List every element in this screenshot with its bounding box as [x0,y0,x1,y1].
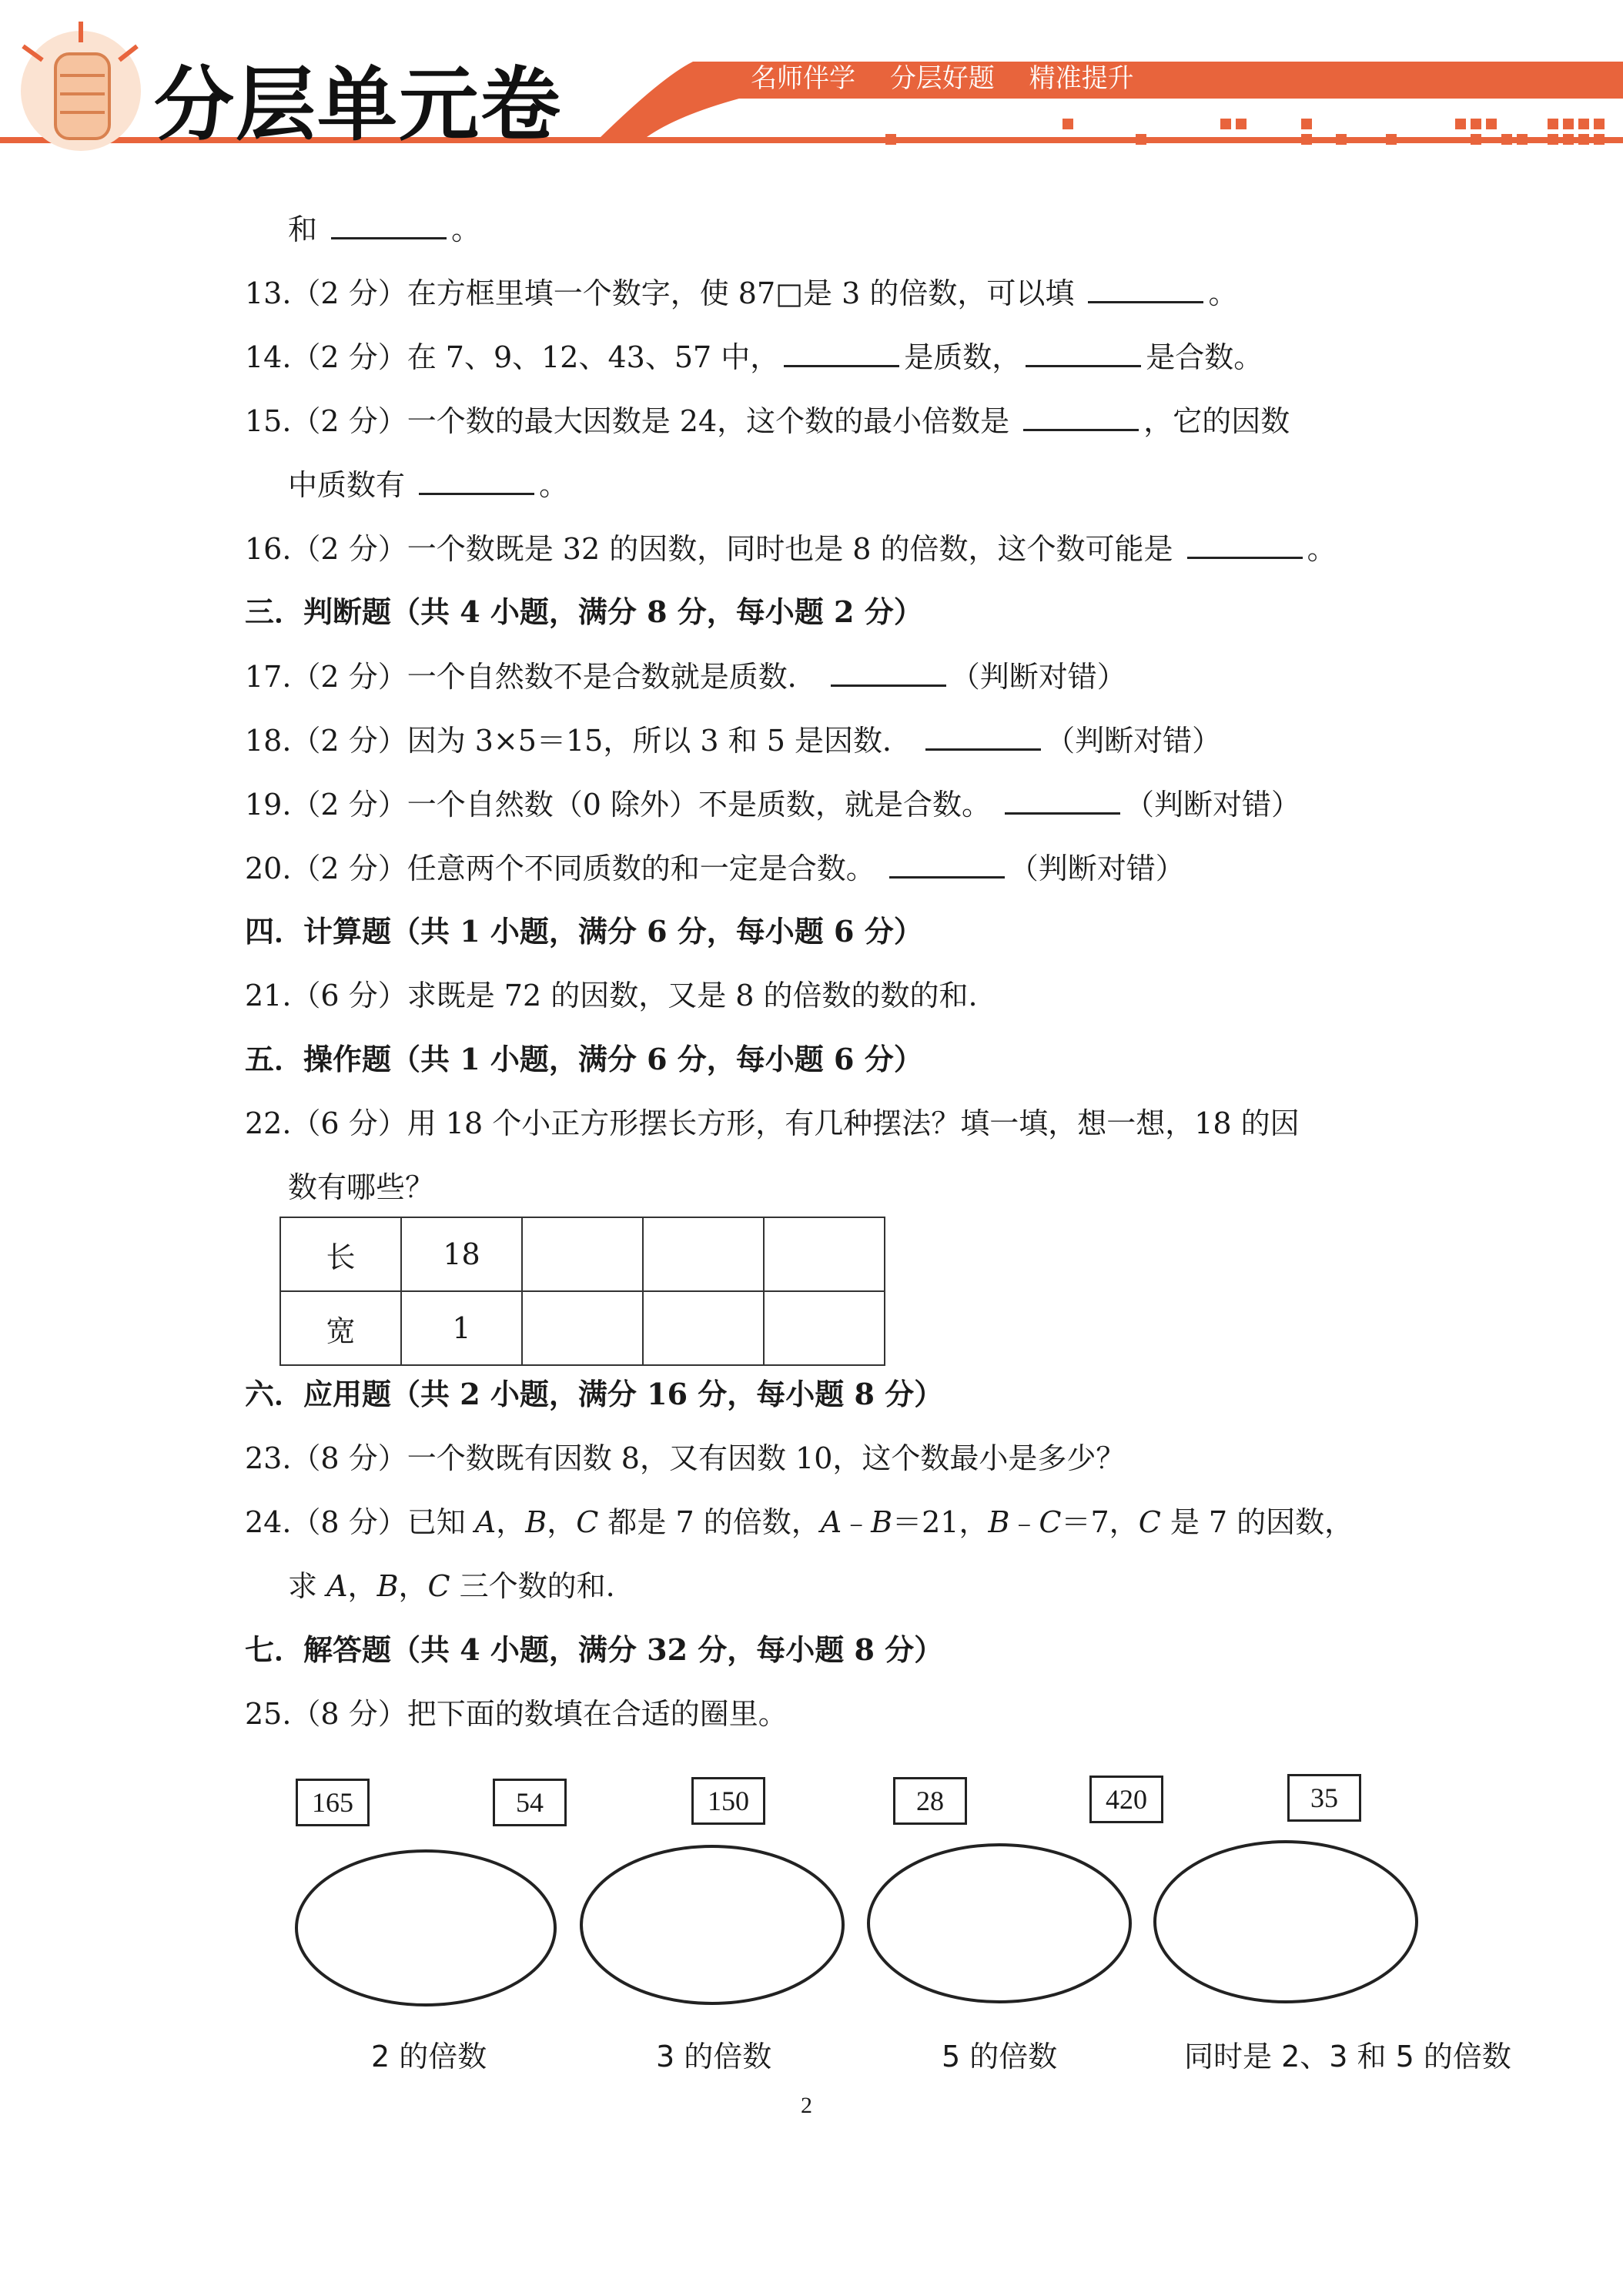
q12-continuation [288,209,480,249]
question-16 [245,529,1337,568]
circle-label: 2 的倍数 [371,2040,487,2073]
question-suffix: 。 [539,468,569,502]
answer-blank[interactable] [331,209,447,239]
variable-c: C [1138,1505,1161,1539]
circle-multiples-of-2-3-5 [1155,1842,1417,2002]
answer-blank[interactable] [419,465,534,495]
variable-a: A [820,1505,842,1539]
number-box[interactable]: 420 [1089,1776,1163,1823]
question-text: 19.（2 分）一个自然数（0 除外）不是质数，就是合数。 [245,788,991,822]
slogan-item: 精准提升 [1029,63,1134,94]
question-suffix: 。 [1208,276,1238,310]
section-heading-4: 四．计算题（共 1 小题，满分 6 分，每小题 6 分） [245,914,923,949]
question-25: 25.（8 分）把下面的数填在合适的圈里。 [245,1697,788,1731]
question-15-line2 [288,465,568,504]
question-15 [245,401,1290,440]
variable-c: C [1039,1505,1062,1539]
question-suffix: （判断对错） [1125,788,1301,822]
answer-blank[interactable] [831,657,946,687]
section-heading-6: 六．应用题（共 2 小题，满分 16 分，每小题 8 分） [245,1377,944,1411]
number-box[interactable]: 150 [691,1777,765,1825]
question-22: 22.（6 分）用 18 个小正方形摆长方形，有几种摆法？填一填，想一想，18 的因 [245,1106,1300,1140]
answer-blank[interactable] [1187,529,1303,559]
comma: ， [347,1569,377,1603]
fist-icon [21,22,141,151]
variable-c: C [427,1569,450,1603]
table-row [280,1217,885,1291]
slogan-item: 分层好题 [889,63,995,94]
question-text: 18.（2 分）因为 3×5＝15，所以 3 和 5 是因数． [245,724,912,758]
question-text: ＝21， [892,1505,989,1539]
question-text: 都是 7 的倍数， [598,1505,821,1539]
table-row [280,1291,885,1365]
table-cell[interactable] [643,1291,764,1365]
section-heading-3: 三．判断题（共 4 小题，满分 8 分，每小题 2 分） [245,594,923,629]
number-box[interactable]: 165 [296,1779,370,1826]
table-cell: 1 [401,1291,522,1365]
question-text: 13.（2 分）在方框里填一个数字，使 87□是 3 的倍数，可以填 [245,276,1075,310]
answer-blank[interactable] [1088,273,1203,303]
circle-multiples-of-3 [581,1846,843,2003]
circles-graphic [285,1763,1517,2025]
table-cell[interactable] [764,1291,885,1365]
slogan-item: 名师伴学 [751,63,855,94]
answer-blank[interactable] [1023,401,1139,431]
circle-multiples-of-5 [868,1845,1130,2002]
minus-sign: ﹣ [842,1505,872,1539]
table-cell[interactable] [643,1217,764,1291]
question-text: 24.（8 分）已知 [245,1505,475,1539]
table-cell[interactable] [522,1291,643,1365]
comma: ， [547,1505,577,1539]
answer-blank[interactable] [1005,785,1120,815]
continuation-prefix: 和 [288,213,318,246]
number-box[interactable]: 35 [1287,1774,1361,1822]
question-21: 21.（6 分）求既是 72 的因数，又是 8 的倍数的数的和. [245,979,978,1012]
circle-label: 同时是 2、3 和 5 的倍数 [1184,2040,1511,2073]
question-suffix: （判断对错） [950,660,1126,694]
question-text: 16.（2 分）一个数既是 32 的因数，同时也是 8 的倍数，这个数可能是 [245,532,1173,566]
question-text: 中质数有 [288,468,406,502]
variable-b: B [988,1505,1010,1539]
comma: ， [496,1505,526,1539]
page-number: 2 [801,2093,812,2118]
header-slogan [751,57,1160,95]
circle-label: 5 的倍数 [942,2040,1058,2073]
question-text-mid: 是质数， [904,340,1022,374]
question-22-line2: 数有哪些？ [288,1170,435,1204]
question-text: ＝7， [1061,1505,1139,1539]
table-row-header: 长 [280,1217,401,1291]
number-sorting-diagram [285,1763,1517,2102]
circle-label: 3 的倍数 [656,2040,772,2073]
question-17 [245,657,1126,696]
question-19 [245,785,1300,824]
question-text: 是 7 的因数， [1160,1505,1354,1539]
question-text: 三个数的和. [450,1569,615,1603]
variable-b: B [525,1505,547,1539]
minus-sign: ﹣ [1009,1505,1039,1539]
comma: ， [398,1569,428,1603]
table-cell[interactable] [764,1217,885,1291]
question-text: 15.（2 分）一个数的最大因数是 24，这个数的最小倍数是 [245,404,1010,438]
question-text-mid: ，它的因数 [1143,404,1290,438]
question-20 [245,848,1185,888]
question-suffix: （判断对错） [1009,852,1185,885]
continuation-suffix: 。 [451,213,481,246]
question-23: 23.（8 分）一个数既有因数 8，又有因数 10，这个数最小是多少？ [245,1441,1126,1475]
variable-a: A [474,1505,497,1539]
question-text: 20.（2 分）任意两个不同质数的和一定是合数。 [245,852,875,885]
brand-title: 分层单元卷 [154,58,563,152]
answer-blank[interactable] [925,721,1041,751]
question-14 [245,337,1263,377]
table-cell: 18 [401,1217,522,1291]
variable-a: A [326,1569,348,1603]
number-box[interactable]: 54 [493,1779,567,1826]
question-18 [245,721,1221,760]
circle-multiples-of-2 [296,1851,555,2005]
table-cell[interactable] [522,1217,643,1291]
section-heading-5: 五．操作题（共 1 小题，满分 6 分，每小题 6 分） [245,1042,923,1076]
question-24 [245,1503,1354,1541]
rectangle-arrangement-table [279,1217,885,1366]
section-heading-7: 七．解答题（共 4 小题，满分 32 分，每小题 8 分） [245,1632,944,1667]
answer-blank[interactable] [889,848,1005,879]
question-suffix: （判断对错） [1046,724,1222,758]
question-suffix: 。 [1307,532,1337,566]
table-row-header: 宽 [280,1291,401,1365]
question-suffix: 是合数。 [1146,340,1263,374]
answer-blank[interactable] [1026,337,1141,367]
question-text: 求 [288,1569,327,1603]
variable-c: C [576,1505,599,1539]
variable-b: B [376,1569,399,1603]
answer-blank[interactable] [784,337,899,367]
question-24-line2 [288,1567,615,1605]
question-text: 14.（2 分）在 7、9、12、43、57 中， [245,340,780,374]
question-13 [245,273,1237,313]
number-box[interactable]: 28 [893,1777,967,1825]
variable-b: B [871,1505,893,1539]
page-header [0,0,1623,177]
question-text: 17.（2 分）一个自然数不是合数就是质数． [245,660,817,694]
